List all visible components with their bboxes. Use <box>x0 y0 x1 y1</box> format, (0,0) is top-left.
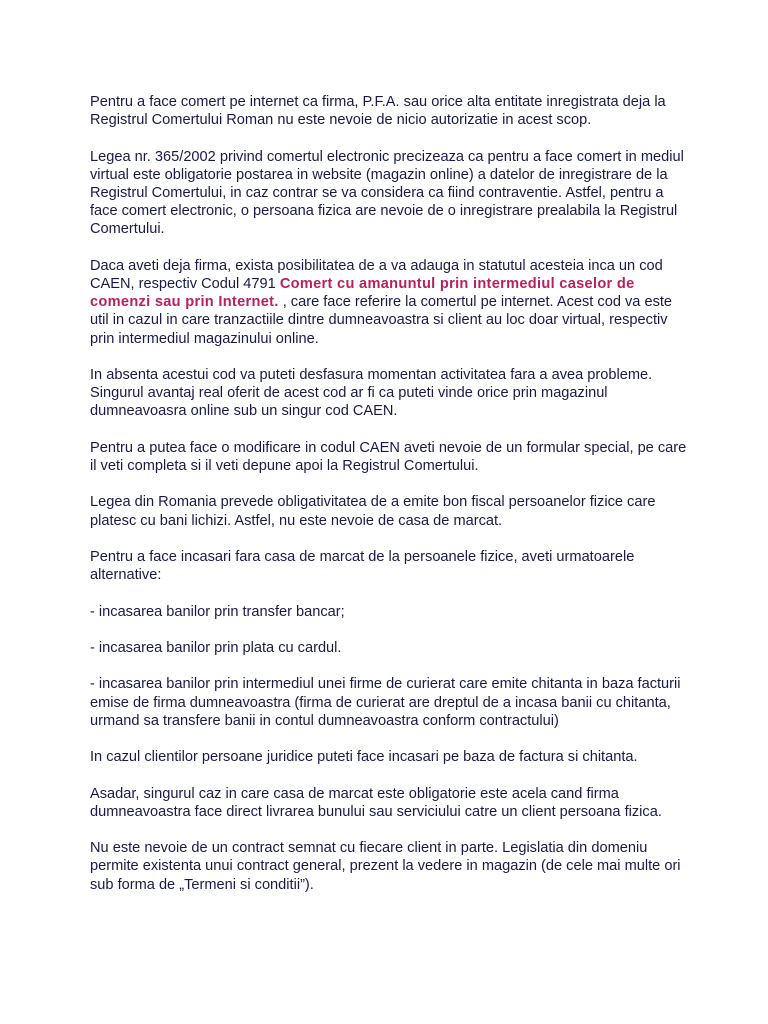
paragraph-no-authorization: Pentru a face comert pe internet ca firma, P.F.A. sau orice alta entitate inregistrata deja la Registrul Comertului Roman nu este nevoie de nicio autorizatie in acest scop. <box>90 94 666 129</box>
paragraph-legal-entities: In cazul clientilor persoane juridice puteti face incasari pe baza de factura si chitanta. <box>90 749 638 766</box>
paragraph-caen-modification: Pentru a putea face o modificare in codul CAEN aveti nevoie de un formular special, pe care il veti completa si il veti depune apoi la Registrul Comertului. <box>90 439 687 474</box>
paragraph-general-contract: Nu este nevoie de un contract semnat cu fiecare client in parte. Legislatia din domeniu permite existenta unui contract general, prezent la vedere in magazin (de cele mai multe ori sub forma de „Termeni si conditii”). <box>90 840 681 893</box>
list-item-courier: - incasarea banilor prin intermediul unei firme de curierat care emite chitanta in baza facturii emise de firma dumneavoastra (firma de curierat are dreptul de a incasa banii cu chitanta, urmand sa transfere banii in contul dumneavoastra conform contractului) <box>90 676 681 729</box>
caen-code-highlight: Comert cu amanuntul prin intermediul caselor de comenzi sau prin Internet. <box>90 276 635 311</box>
list-item-bank-transfer: - incasarea banilor prin transfer bancar; <box>90 603 345 620</box>
paragraph-law-365-2002: Legea nr. 365/2002 privind comertul electronic precizeaza ca pentru a face comert in mediul virtual este obligatorie postarea in website (magazin online) a datelor de inregistrare de la Registrul Comertului, in caz contrar se va considera ca fiind contraventie. Astfel, pentru a face comert electronic, o persoana fizica are nevoie de o inregistrare prealabila la Registrul Comertului. <box>90 148 684 238</box>
caen-text-before: Daca aveti deja firma, exista posibilitatea de a va adauga in statutul acesteia inca un cod CAEN, respectiv Codul 4791 <box>90 257 663 292</box>
list-item-card-payment: - incasarea banilor prin plata cu cardul. <box>90 639 342 656</box>
paragraph-fiscal-receipt: Legea din Romania prevede obligativitatea de a emite bon fiscal persoanelor fizice care platesc cu bani lichizi. Astfel, nu este nevoie de casa de marcat. <box>90 494 656 529</box>
paragraph-caen-code <box>90 257 690 348</box>
document-body <box>90 93 690 912</box>
paragraph-cash-register-required: Asadar, singurul caz in care casa de marcat este obligatorie este acela cand firma dumneavoastra face direct livrarea bunului sau serviciului catre un client persoana fizica. <box>90 785 662 820</box>
paragraph-without-code: In absenta acestui cod va puteti desfasura momentan activitatea fara a avea probleme. Singurul avantaj real oferit de acest cod ar fi ca puteti vinde orice prin magazinul dumneavoasra online sub un singur cod CAEN. <box>90 367 653 420</box>
caen-text-after: , care face referire la comertul pe internet. Acest cod va este util in cazul in care tranzactiile dintre dumneavoastra si client au loc doar virtual, respectiv prin intermediul magazinului online. <box>90 294 673 347</box>
paragraph-alternatives-intro: Pentru a face incasari fara casa de marcat de la persoanele fizice, aveti urmatoarele alternative: <box>90 548 635 584</box>
